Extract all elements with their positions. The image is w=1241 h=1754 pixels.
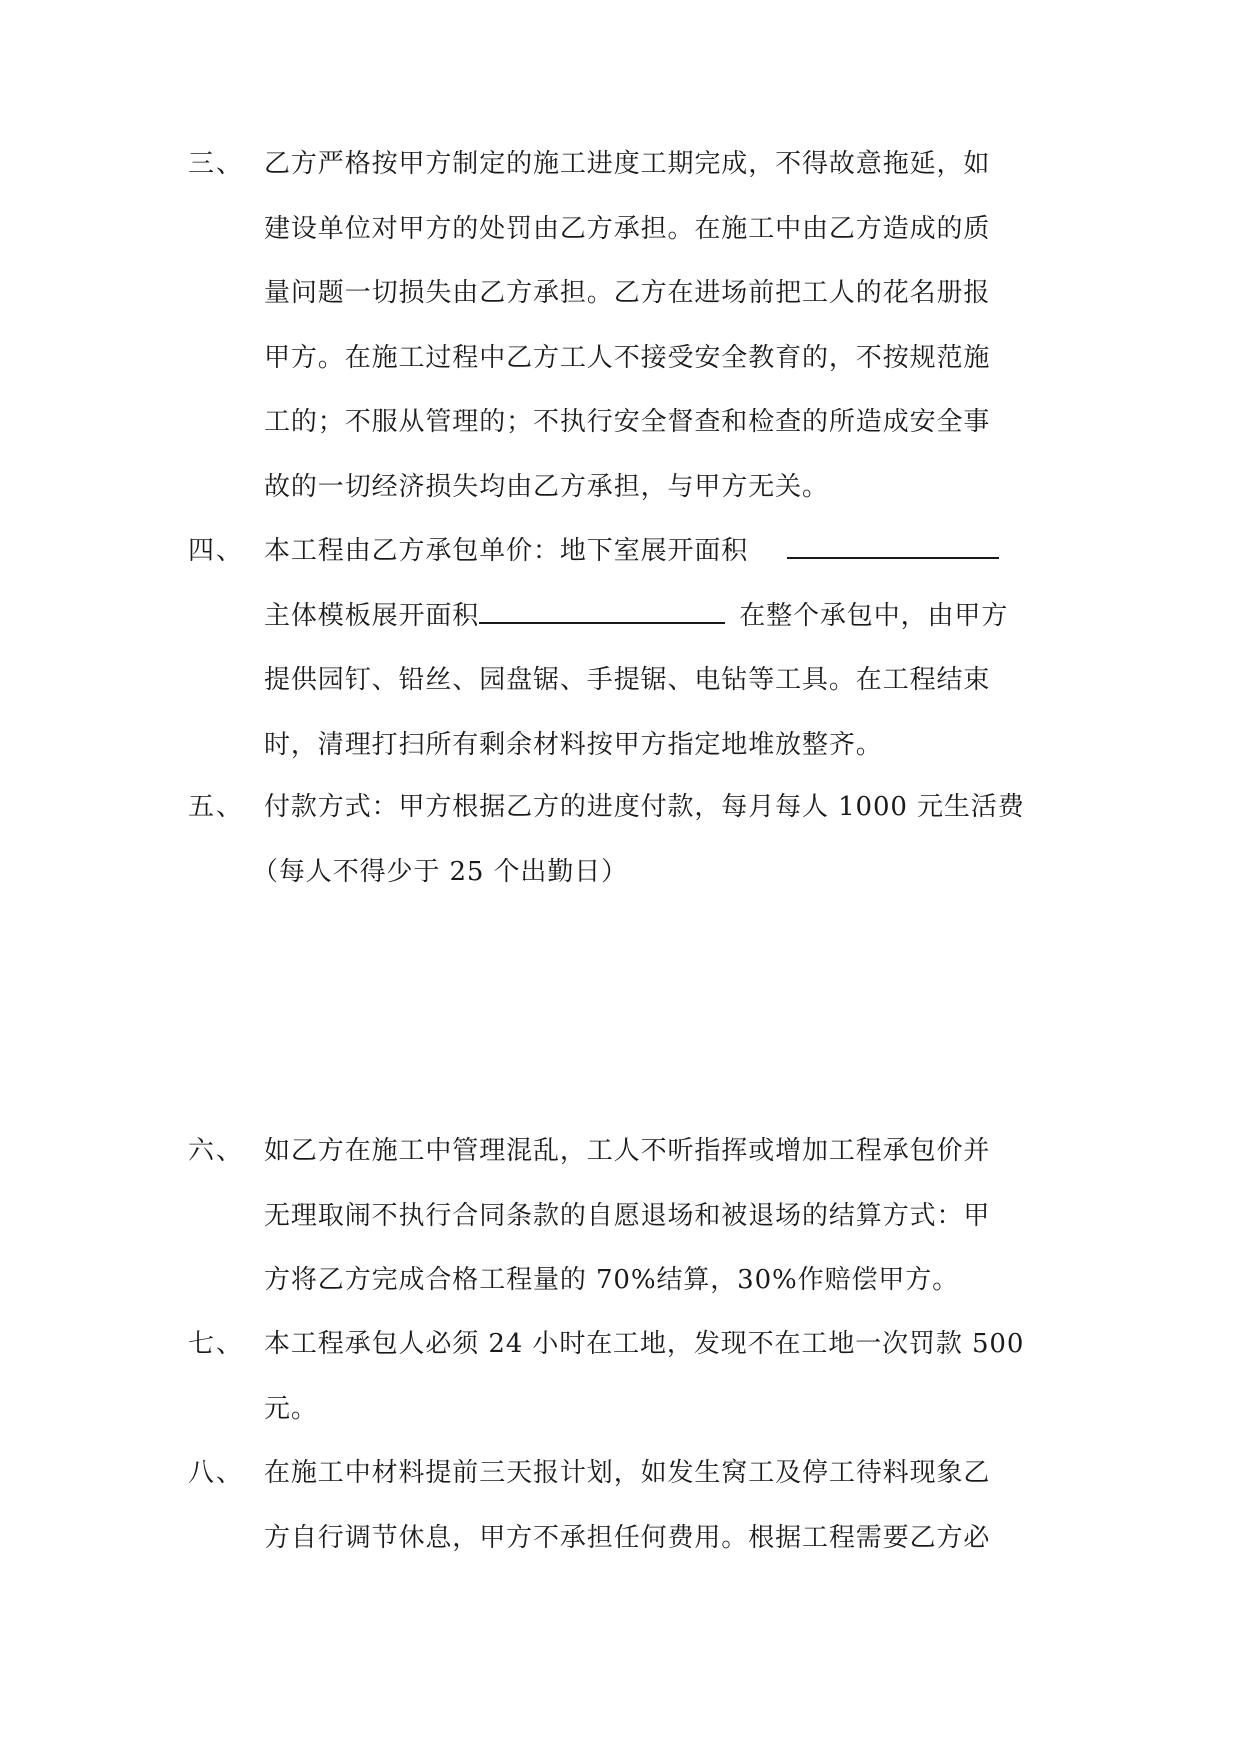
clause-note: （每人不得少于 25 个出勤日）	[252, 857, 629, 887]
clause-number: 五、	[188, 792, 245, 822]
clause-line: 甲方。在施工过程中乙方工人不接受安全教育的，不按规范施	[264, 342, 991, 373]
clause-line: 建设单位对甲方的处罚由乙方承担。在施工中由乙方造成的质	[264, 213, 991, 244]
clause-7	[188, 1312, 1068, 1441]
clause-6	[188, 1119, 1068, 1313]
clause-line	[264, 584, 1144, 649]
clause-line: 本工程承包人必须 24 小时在工地，发现不在工地一次罚款 500	[264, 1329, 1025, 1359]
clause-line: 在施工中材料提前三天报计划，如发生窝工及停工待料现象乙	[264, 1458, 991, 1488]
clause-line: 量问题一切损失由乙方承担。乙方在进场前把工人的花名册报	[264, 278, 991, 308]
clause-4	[188, 519, 1068, 777]
clause-5	[188, 775, 1068, 840]
clause-line: 提供园钉、铅丝、园盘锯、手提锯、电钻等工具。在工程结束	[264, 665, 991, 695]
clause-8	[188, 1441, 1068, 1570]
clause-number: 七、	[188, 1329, 245, 1359]
clause-line: 时，清理打扫所有剩余材料按甲方指定地堆放整齐。	[264, 729, 883, 760]
fill-in-blank[interactable]	[479, 604, 725, 624]
clause-line: 付款方式：甲方根据乙方的进度付款，每月每人 1000 元生活费	[264, 792, 1025, 822]
clause-number: 八、	[188, 1458, 245, 1488]
clause-text: 在整个承包中，由甲方	[739, 600, 1009, 631]
clause-line: 故的一切经济损失均由乙方承担，与甲方无关。	[264, 471, 829, 502]
clause-text: 主体模板展开面积	[264, 600, 480, 631]
clause-line: 无理取闹不执行合同条款的自愿退场和被退场的结算方式：甲	[264, 1200, 991, 1231]
clause-line: 如乙方在施工中管理混乱，工人不听指挥或增加工程承包价并	[264, 1136, 991, 1166]
clause-text: 本工程由乙方承包单价：地下室展开面积	[264, 536, 749, 566]
clause-line: 乙方严格按甲方制定的施工进度工期完成，不得故意拖延，如	[264, 149, 991, 179]
clause-line	[264, 519, 1144, 584]
clause-line: 方将乙方完成合格工程量的 70%结算，30%作赔偿甲方。	[264, 1265, 960, 1295]
clause-number: 六、	[188, 1136, 245, 1166]
clause-line: 元。	[264, 1393, 318, 1424]
clause-3	[188, 132, 1068, 519]
fill-in-blank[interactable]	[787, 539, 999, 559]
clause-number: 四、	[188, 536, 245, 566]
clause-line: 方自行调节休息，甲方不承担任何费用。根据工程需要乙方必	[264, 1522, 991, 1553]
clause-number: 三、	[188, 149, 245, 179]
clause-line: 工的；不服从管理的；不执行安全督查和检查的所造成安全事	[264, 407, 991, 437]
